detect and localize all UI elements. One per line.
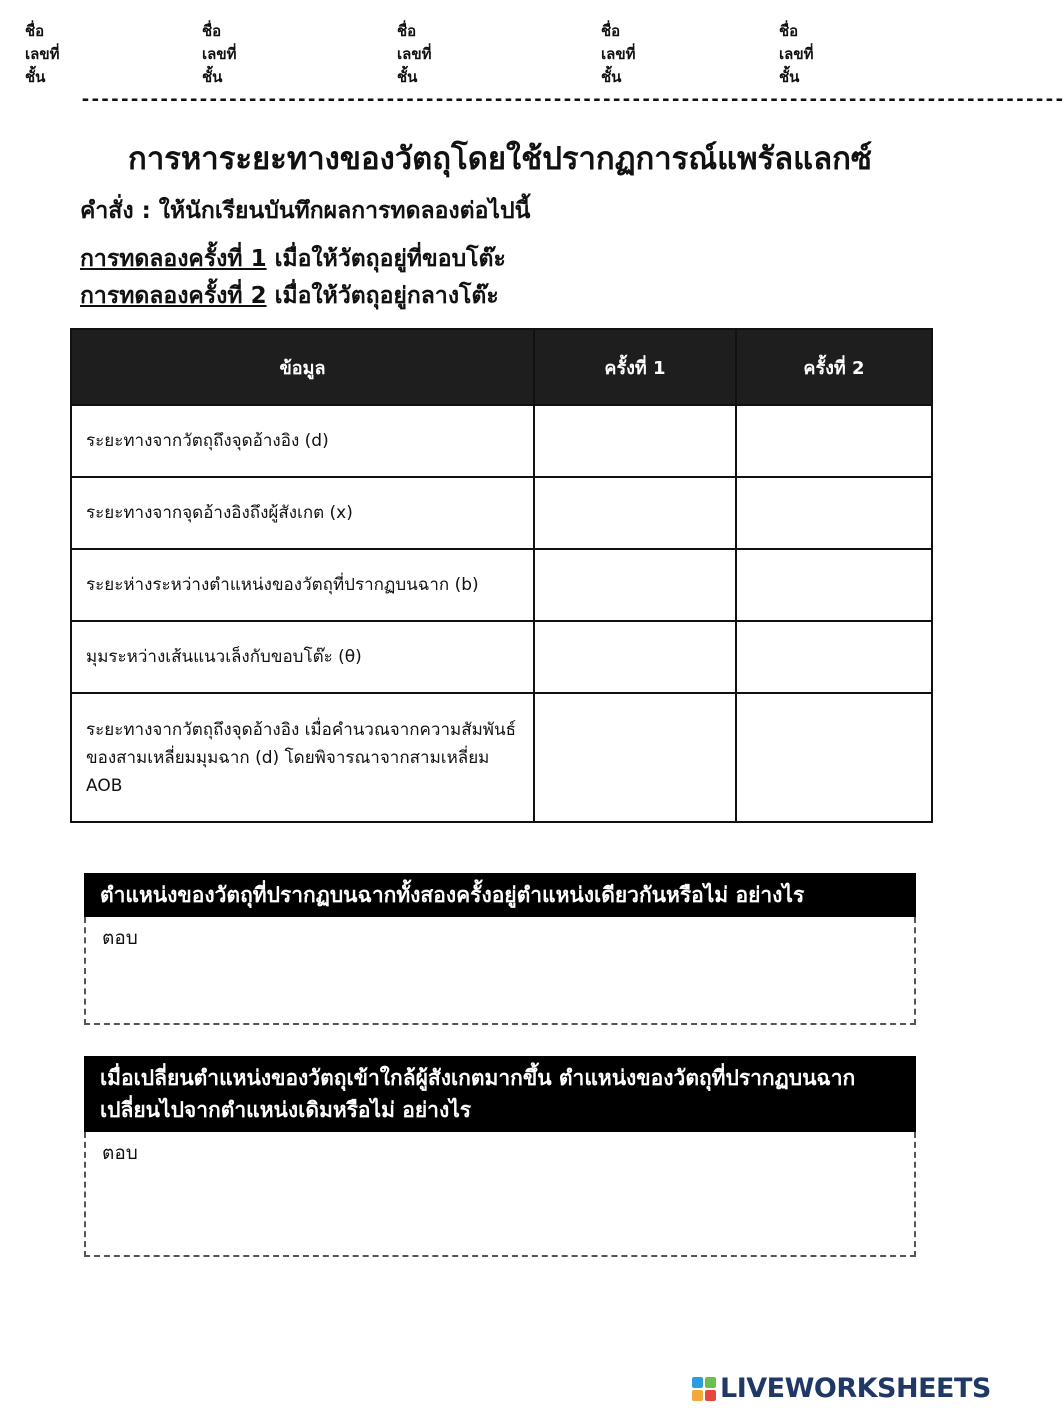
row-label: ระยะห่างระหว่างตำแหน่งของวัตถุที่ปรากฏบนฉาก (b) xyxy=(71,549,534,621)
question-1-box xyxy=(84,873,916,1025)
row-label: มุมระหว่างเส้นแนวเล็งกับขอบโต๊ะ (θ) xyxy=(71,621,534,693)
name-label: ชื่อ xyxy=(601,22,621,40)
class-label: ชั้น xyxy=(601,68,622,86)
trial-2-cell[interactable] xyxy=(736,693,932,822)
header-trial-1: ครั้งที่ 1 xyxy=(534,329,736,405)
table-row xyxy=(71,621,932,693)
student-info-5 xyxy=(779,20,813,89)
name-label: ชื่อ xyxy=(397,22,417,40)
class-label: ชั้น xyxy=(202,68,223,86)
trial-1-line xyxy=(80,241,506,277)
trial-1-cell[interactable] xyxy=(534,549,736,621)
table-row xyxy=(71,405,932,477)
results-table xyxy=(70,328,933,823)
number-label: เลขที่ xyxy=(779,45,814,63)
class-label: ชั้น xyxy=(397,68,418,86)
page-title: การหาระยะทางของวัตถุโดยใช้ปรากฏการณ์แพรัลแลกซ์ xyxy=(128,141,872,177)
logo-mark-square xyxy=(692,1390,703,1401)
student-info-3 xyxy=(397,20,431,89)
answer-1-area[interactable] xyxy=(84,917,916,1025)
header-trial-2: ครั้งที่ 2 xyxy=(736,329,932,405)
name-label: ชื่อ xyxy=(202,22,222,40)
logo-mark-square xyxy=(705,1377,716,1388)
trial-2-text: เมื่อให้วัตถุอยู่กลางโต๊ะ xyxy=(266,283,499,309)
row-label: ระยะทางจากวัตถุถึงจุดอ้างอิง (d) xyxy=(71,405,534,477)
header-data: ข้อมูล xyxy=(71,329,534,405)
number-label: เลขที่ xyxy=(397,45,432,63)
trial-2-cell[interactable] xyxy=(736,477,932,549)
table-row xyxy=(71,477,932,549)
logo-mark-square xyxy=(705,1390,716,1401)
trial-1-cell[interactable] xyxy=(534,693,736,822)
answer-1-label: ตอบ xyxy=(102,927,138,949)
name-label: ชื่อ xyxy=(25,22,45,40)
trial-1-cell[interactable] xyxy=(534,621,736,693)
number-label: เลขที่ xyxy=(601,45,636,63)
question-2-heading: เมื่อเปลี่ยนตำแหน่งของวัตถุเข้าใกล้ผู้สังเกตมากขึ้น ตำแหน่งของวัตถุที่ปรากฏบนฉากเปลี่ยนไปจากตำแหน่งเดิมหรือไม่ อย่างไร xyxy=(84,1056,916,1132)
trial-1-label: การทดลองครั้งที่ 1 xyxy=(80,246,267,272)
row-label: ระยะทางจากจุดอ้างอิงถึงผู้สังเกต (x) xyxy=(71,477,534,549)
student-info-2 xyxy=(202,20,236,89)
class-label: ชั้น xyxy=(779,68,800,86)
trial-2-cell[interactable] xyxy=(736,405,932,477)
question-1-heading: ตำแหน่งของวัตถุที่ปรากฏบนฉากทั้งสองครั้งอยู่ตำแหน่งเดียวกันหรือไม่ อย่างไร xyxy=(84,873,916,917)
trial-1-text: เมื่อให้วัตถุอยู่ที่ขอบโต๊ะ xyxy=(266,246,506,272)
trial-2-cell[interactable] xyxy=(736,621,932,693)
number-label: เลขที่ xyxy=(25,45,60,63)
table-row xyxy=(71,693,932,822)
row-label: ระยะทางจากวัตถุถึงจุดอ้างอิง เมื่อคำนวณจากความสัมพันธ์ของสามเหลี่ยมมุมฉาก (d) โดยพิจารณาจากสามเหลี่ยม AOB xyxy=(71,693,534,822)
instruction-text: คำสั่ง : ให้นักเรียนบันทึกผลการทดลองต่อไปนี้ xyxy=(80,198,531,224)
trial-2-line xyxy=(80,278,499,314)
number-label: เลขที่ xyxy=(202,45,237,63)
answer-2-label: ตอบ xyxy=(102,1142,138,1164)
trial-2-label: การทดลองครั้งที่ 2 xyxy=(80,283,267,309)
answer-2-area[interactable] xyxy=(84,1132,916,1257)
table-row xyxy=(71,549,932,621)
logo-mark-icon xyxy=(692,1377,716,1401)
question-2-box xyxy=(84,1056,916,1257)
trial-2-cell[interactable] xyxy=(736,549,932,621)
trial-1-cell[interactable] xyxy=(534,405,736,477)
student-info-4 xyxy=(601,20,635,89)
trial-1-cell[interactable] xyxy=(534,477,736,549)
class-label: ชั้น xyxy=(25,68,46,86)
logo-text: LIVEWORKSHEETS xyxy=(720,1373,991,1404)
liveworksheets-logo xyxy=(692,1373,991,1404)
table-header-row xyxy=(71,329,932,405)
separator-line: ---------------------------------------------------------------------------------------------------- xyxy=(80,89,1064,110)
name-label: ชื่อ xyxy=(779,22,799,40)
logo-mark-square xyxy=(692,1377,703,1388)
student-info-1 xyxy=(25,20,59,89)
